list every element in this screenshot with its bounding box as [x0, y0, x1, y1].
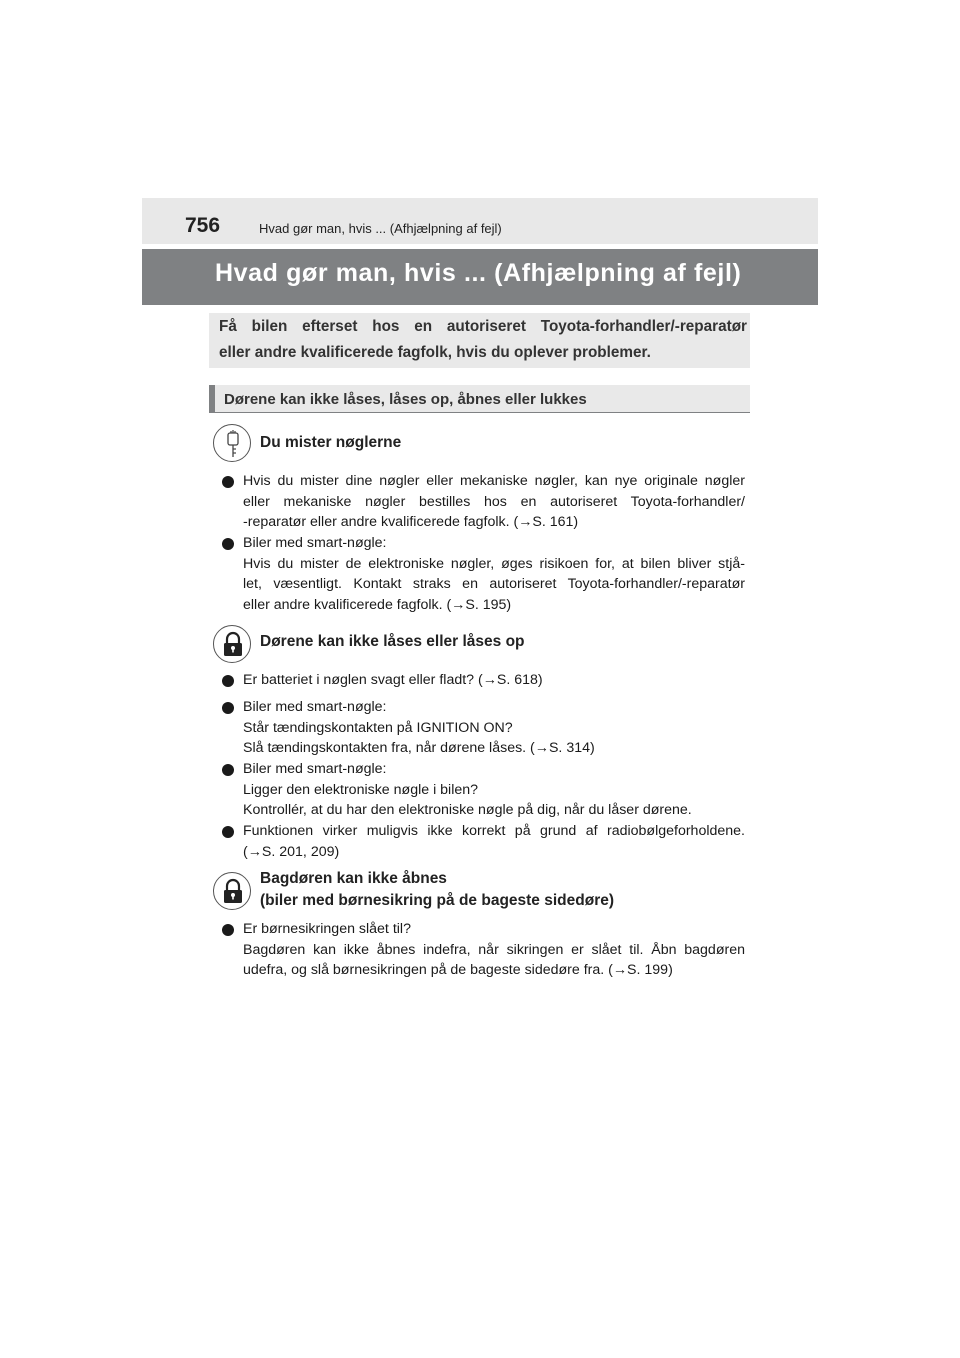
bullet-icon: [222, 924, 234, 936]
text-line: Er børnesikringen slået til?: [243, 921, 411, 937]
subsection-heading: Dørene kan ikke låses eller låses op: [260, 633, 525, 650]
bullet-icon: [222, 702, 234, 714]
text-line: eller mekaniske nøgler bestilles hos en autoriseret Toyota-forhandler/: [243, 493, 745, 510]
text-line: Står tændingskontakten på IGNITION ON?: [243, 719, 513, 736]
intro-line: eller andre kvalificerede fagfolk, hvis du oplever problemer.: [219, 344, 651, 361]
text-line: (→S. 201, 209): [243, 843, 340, 860]
running-head: Hvad gør man, hvis ... (Afhjælpning af fejl): [259, 221, 502, 236]
heading-line: (biler med børnesikring på de bageste sidedøre): [260, 892, 615, 909]
text-line: Biler med smart-nøgle:: [243, 699, 387, 715]
list-item: [243, 533, 745, 615]
subsection-heading: Du mister nøglerne: [260, 434, 402, 451]
padlock-icon: [213, 872, 251, 910]
intro-line: Få bilen efterset hos en autoriseret Toyota-forhandler/-reparatør: [219, 318, 747, 335]
text-line: let, væsentligt. Kontakt straks en autoriseret Toyota-forhandler/-reparatør: [243, 576, 745, 592]
page-number: 756: [185, 214, 221, 237]
text-line: Hvis du mister dine nøgler eller mekaniske nøgler, kan nye originale nøgler: [243, 473, 745, 489]
list-item: [243, 759, 745, 821]
list-item: [243, 919, 745, 981]
text-line: Biler med smart-nøgle:: [243, 535, 387, 551]
text-line: Bagdøren kan ikke åbnes indefra, når sikringen er slået til. Åbn bagdøren: [243, 941, 745, 958]
text-line: udefra, og slå børnesikringen på de bageste sidedøre fra. (→S. 199): [243, 962, 673, 978]
text-line: Biler med smart-nøgle:: [243, 761, 387, 777]
list-item: [243, 821, 745, 862]
bullet-icon: [222, 764, 234, 776]
padlock-icon: [213, 625, 251, 663]
text-line: Ligger den elektroniske nøgle i bilen?: [243, 781, 479, 798]
bullet-icon: [222, 476, 234, 488]
list-item: [243, 670, 745, 691]
text-line: -reparatør eller andre kvalificerede fagfolk. (→S. 161): [243, 514, 579, 530]
section-title: Dørene kan ikke låses, låses op, åbnes eller lukkes: [224, 391, 587, 408]
text-line: Funktionen virker muligvis ikke korrekt på grund af radiobølgeforholdene.: [243, 823, 745, 839]
intro-text: [219, 314, 747, 366]
bullet-icon: [222, 826, 234, 838]
subsection-heading: [260, 868, 614, 912]
text-line: Er batteriet i nøglen svagt eller fladt? (→S. 618): [243, 672, 543, 688]
bullet-icon: [222, 538, 234, 550]
list-item: [243, 471, 745, 533]
bullet-icon: [222, 675, 234, 687]
list-item: [243, 697, 745, 759]
text-line: Kontrollér, at du har den elektroniske nøgle på dig, når du låser dørene.: [243, 802, 692, 818]
text-line: Slå tændingskontakten fra, når dørene låses. (→S. 314): [243, 740, 595, 756]
page-title: Hvad gør man, hvis ... (Afhjælpning af fejl): [215, 259, 742, 287]
text-line: Hvis du mister de elektroniske nøgler, øges risikoen for, at bilen bliver stjå-: [243, 555, 745, 572]
text-line: eller andre kvalificerede fagfolk. (→S. 195): [243, 596, 512, 613]
heading-line: Bagdøren kan ikke åbnes: [260, 870, 447, 887]
key-icon: [213, 424, 251, 462]
